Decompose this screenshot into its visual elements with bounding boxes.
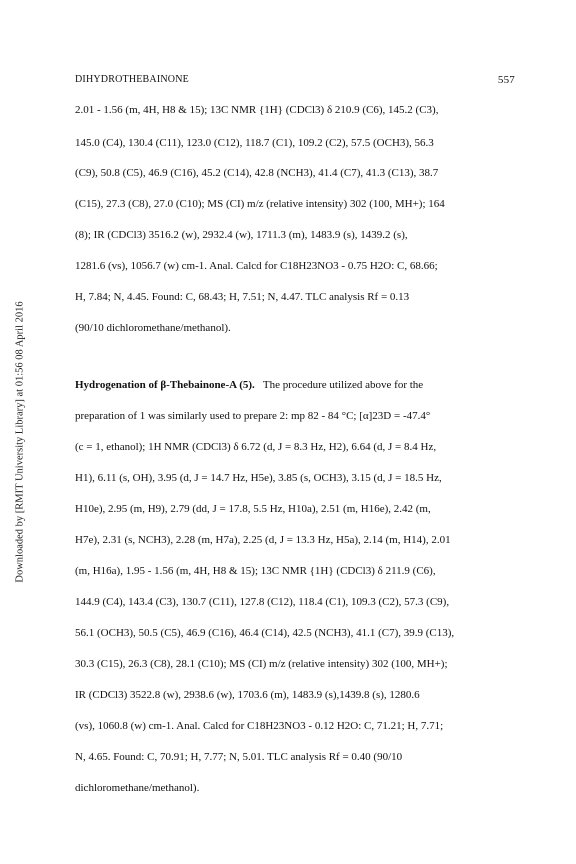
- text-line: H7e), 2.31 (s, NCH3), 2.28 (m, H7a), 2.25 (d, J = 13.3 Hz, H5a), 2.14 (m, H14), 2.01: [75, 534, 451, 546]
- text-line: 144.9 (C4), 143.4 (C3), 130.7 (C11), 127.8 (C12), 118.4 (C1), 109.3 (C2), 57.3 (C9),: [75, 596, 450, 608]
- section-heading: Hydrogenation of β-Thebainone-A (5).: [75, 379, 255, 391]
- text-line: (C9), 50.8 (C5), 46.9 (C16), 45.2 (C14), 42.8 (NCH3), 41.4 (C7), 41.3 (C13), 38.7: [75, 167, 439, 179]
- text-line: [75, 378, 423, 392]
- header-title: DIHYDROTHEBAINONE: [75, 74, 189, 85]
- text-line: 145.0 (C4), 130.4 (C11), 123.0 (C12), 118.7 (C1), 109.2 (C2), 57.5 (OCH3), 56.3: [75, 137, 434, 149]
- text-line: preparation of 1 was similarly used to prepare 2: mp 82 - 84 °C; [α]23D = -47.4°: [75, 410, 431, 422]
- text-line: dichloromethane/methanol).: [75, 782, 200, 794]
- text-line: N, 4.65. Found: C, 70.91; H, 7.77; N, 5.01. TLC analysis Rf = 0.40 (90/10: [75, 751, 403, 763]
- text-line: (c = 1, ethanol); 1H NMR (CDCl3) δ 6.72 (d, J = 8.3 Hz, H2), 6.64 (d, J = 8.4 Hz,: [75, 441, 437, 453]
- download-watermark: Downloaded by [RMIT University Library] at 01:56 08 April 2016: [14, 301, 26, 583]
- text-line: (vs), 1060.8 (w) cm-1. Anal. Calcd for C18H23NO3 - 0.12 H2O: C, 71.21; H, 7.71;: [75, 720, 444, 732]
- text-line: 1281.6 (vs), 1056.7 (w) cm-1. Anal. Calcd for C18H23NO3 - 0.75 H2O: C, 68.66;: [75, 260, 438, 272]
- text-line: H10e), 2.95 (m, H9), 2.79 (dd, J = 17.8, 5.5 Hz, H10a), 2.51 (m, H16e), 2.42 (m,: [75, 503, 431, 515]
- text-line: H, 7.84; N, 4.45. Found: C, 68.43; H, 7.51; N, 4.47. TLC analysis Rf = 0.13: [75, 291, 410, 303]
- text-line: (90/10 dichloromethane/methanol).: [75, 322, 231, 334]
- running-header: [75, 74, 515, 88]
- page-number: 557: [497, 74, 515, 86]
- text-line: (8); IR (CDCl3) 3516.2 (w), 2932.4 (w), 1711.3 (m), 1483.9 (s), 1439.2 (s),: [75, 229, 408, 241]
- text-line: 2.01 - 1.56 (m, 4H, H8 & 15); 13C NMR {1H} (CDCl3) δ 210.9 (C6), 145.2 (C3),: [75, 104, 439, 116]
- text-line: IR (CDCl3) 3522.8 (w), 2938.6 (w), 1703.6 (m), 1483.9 (s),1439.8 (s), 1280.6: [75, 689, 420, 701]
- text-line: (m, H16a), 1.95 - 1.56 (m, 4H, H8 & 15); 13C NMR {1H} (CDCl3) δ 211.9 (C6),: [75, 565, 436, 577]
- text-line: 30.3 (C15), 26.3 (C8), 28.1 (C10); MS (CI) m/z (relative intensity) 302 (100, MH+);: [75, 658, 448, 670]
- text-line: (C15), 27.3 (C8), 27.0 (C10); MS (CI) m/z (relative intensity) 302 (100, MH+); 164: [75, 198, 445, 210]
- text-line: 56.1 (OCH3), 50.5 (C5), 46.9 (C16), 46.4 (C14), 42.5 (NCH3), 41.1 (C7), 39.9 (C13),: [75, 627, 455, 639]
- text-line: H1), 6.11 (s, OH), 3.95 (d, J = 14.7 Hz, H5e), 3.85 (s, OCH3), 3.15 (d, J = 18.5 Hz,: [75, 472, 442, 484]
- text-line-rest: The procedure utilized above for the: [262, 379, 424, 391]
